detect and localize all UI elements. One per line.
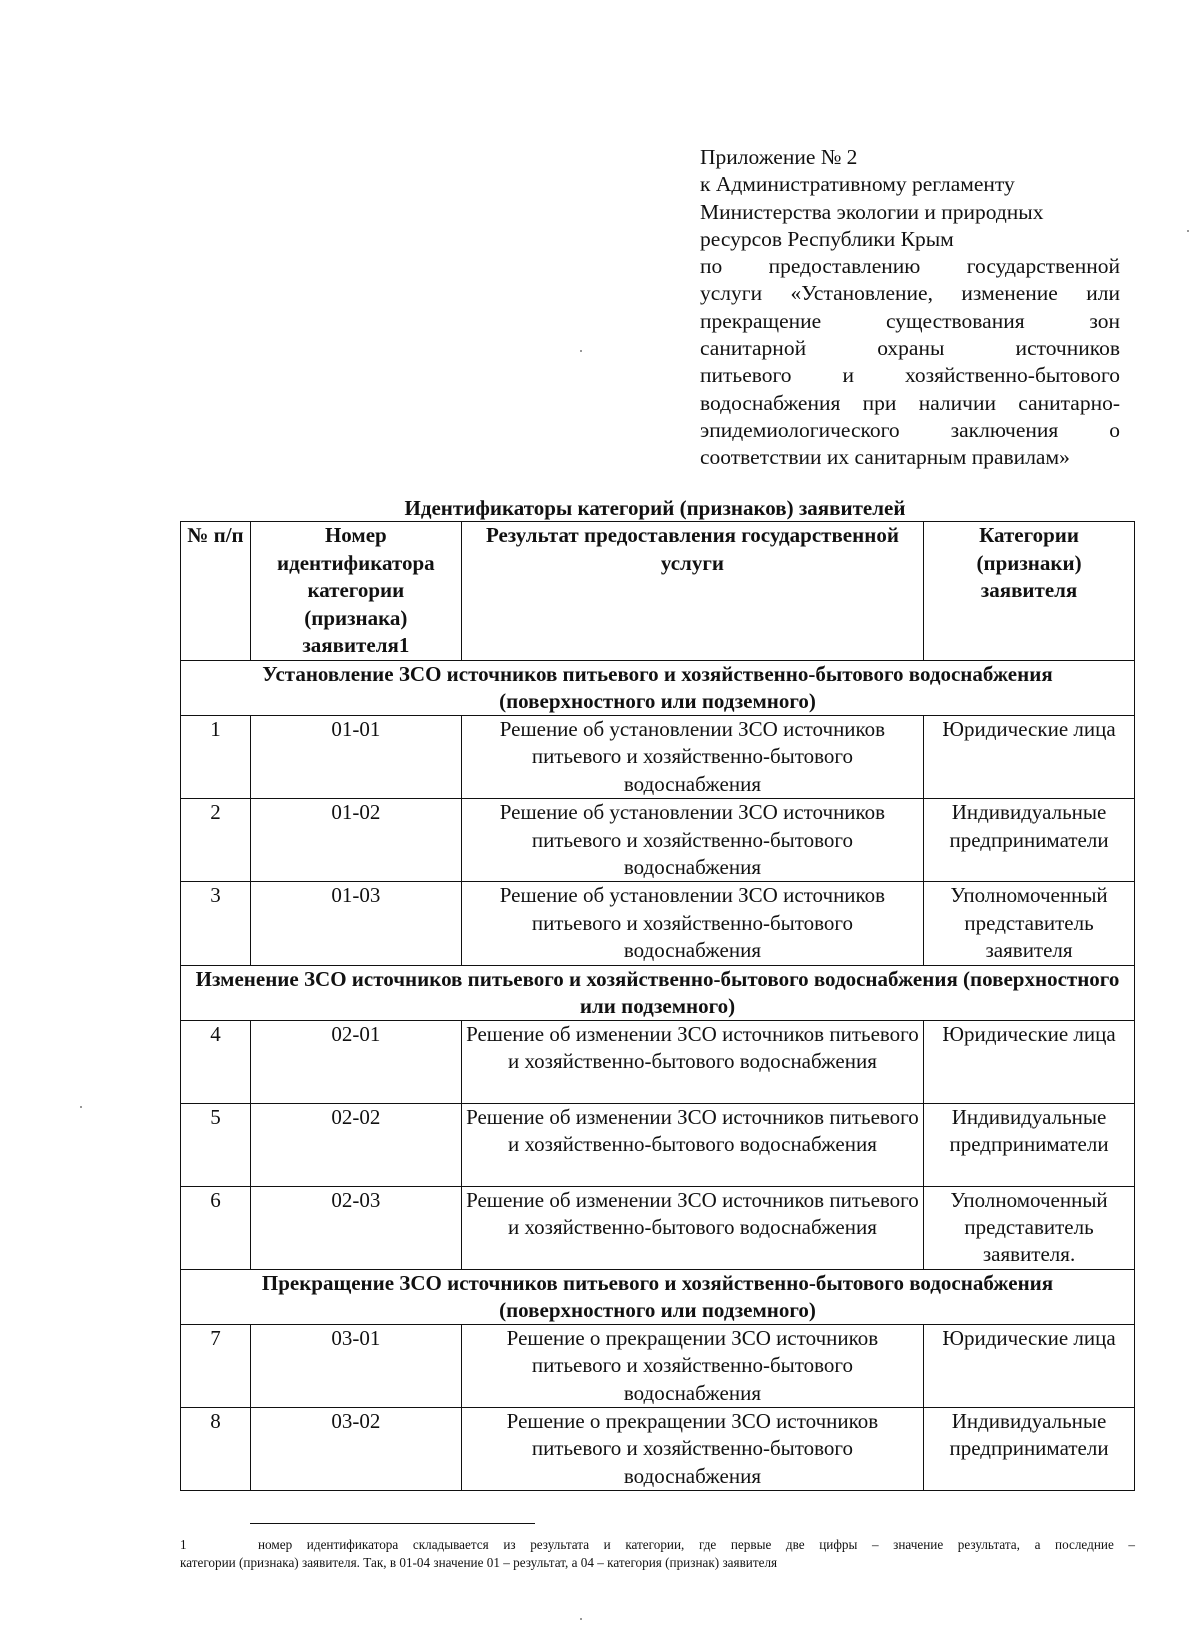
- table-header-row: [181, 522, 1135, 661]
- header-id: Номер идентификатора категории (признака) заявителя1: [250, 522, 461, 661]
- cell-category: Индивидуальные предприниматели: [924, 1103, 1135, 1186]
- cell-id: 03-02: [250, 1408, 461, 1491]
- cell-category: Индивидуальные предприниматели: [924, 1408, 1135, 1491]
- appendix-line: питьевого и хозяйственно-бытового: [700, 363, 1120, 388]
- table-title: Идентификаторы категорий (признаков) заявителей: [404, 496, 906, 520]
- appendix-line: по предоставлению государственной: [700, 254, 1120, 279]
- footnote-text: номер идентификатора складывается из результата и категории, где первые две цифры – значение результата, а последние –: [258, 1537, 1135, 1552]
- scan-speck: [80, 1106, 82, 1108]
- section-title: Установление ЗСО источников питьевого и хозяйственно-бытового водоснабжения (поверхностного или подземного): [181, 660, 1135, 715]
- appendix-line: к Административному регламенту: [700, 172, 1015, 197]
- cell-num: 1: [181, 715, 251, 798]
- appendix-line: водоснабжения при наличии санитарно-: [700, 390, 1120, 415]
- cell-result: Решение об изменении ЗСО источников питьевого и хозяйственно-бытового водоснабжения: [461, 1186, 923, 1269]
- appendix-header: [700, 144, 1120, 472]
- appendix-line: ресурсов Республики Крым: [700, 226, 954, 251]
- cell-category: Юридические лица: [924, 1020, 1135, 1103]
- appendix-line: услуги «Установление, изменение или: [700, 281, 1120, 306]
- cell-result: Решение об установлении ЗСО источников питьевого и хозяйственно-бытового водоснабжения: [461, 799, 923, 882]
- cell-num: 4: [181, 1020, 251, 1103]
- footnote-line: [180, 1536, 1135, 1554]
- section-title: Изменение ЗСО источников питьевого и хозяйственно-бытового водоснабжения (поверхностного или подземного): [181, 965, 1135, 1020]
- cell-id: 01-02: [250, 799, 461, 882]
- table-row: [181, 1020, 1135, 1103]
- table-row: [181, 1103, 1135, 1186]
- header-result: Результат предоставления государственной услуги: [461, 522, 923, 661]
- footnote-mark: 1: [180, 1537, 187, 1552]
- appendix-line: соответствии их санитарным правилам»: [700, 445, 1070, 470]
- scan-speck: [1187, 230, 1189, 232]
- cell-id: 02-03: [250, 1186, 461, 1269]
- section-row: [181, 1269, 1135, 1324]
- scan-speck: [580, 1618, 582, 1620]
- cell-category: Юридические лица: [924, 715, 1135, 798]
- cell-category: Индивидуальные предприниматели: [924, 799, 1135, 882]
- table-row: [181, 799, 1135, 882]
- cell-num: 3: [181, 882, 251, 965]
- table-row: [181, 882, 1135, 965]
- footnote-divider: [250, 1523, 535, 1524]
- cell-num: 5: [181, 1103, 251, 1186]
- cell-num: 2: [181, 799, 251, 882]
- section-row: [181, 965, 1135, 1020]
- scan-speck: [580, 350, 582, 352]
- cell-result: Решение об установлении ЗСО источников питьевого и хозяйственно-бытового водоснабжения: [461, 715, 923, 798]
- cell-id: 02-01: [250, 1020, 461, 1103]
- appendix-line: эпидемиологического заключения о: [700, 417, 1120, 442]
- cell-result: Решение об установлении ЗСО источников питьевого и хозяйственно-бытового водоснабжения: [461, 882, 923, 965]
- table-row: [181, 1408, 1135, 1491]
- table-row: [181, 715, 1135, 798]
- section-row: [181, 660, 1135, 715]
- header-num: № п/п: [181, 522, 251, 661]
- appendix-line: Министерства экологии и природных: [700, 199, 1044, 224]
- cell-result: Решение об изменении ЗСО источников питьевого и хозяйственно-бытового водоснабжения: [461, 1020, 923, 1103]
- cell-category: Уполномоченный представитель заявителя: [924, 882, 1135, 965]
- section-title: Прекращение ЗСО источников питьевого и хозяйственно-бытового водоснабжения (поверхностного или подземного): [181, 1269, 1135, 1324]
- cell-id: 02-02: [250, 1103, 461, 1186]
- cell-result: Решение о прекращении ЗСО источников питьевого и хозяйственно-бытового водоснабжения: [461, 1324, 923, 1407]
- cell-result: Решение о прекращении ЗСО источников питьевого и хозяйственно-бытового водоснабжения: [461, 1408, 923, 1491]
- cell-category: Юридические лица: [924, 1324, 1135, 1407]
- cell-id: 03-01: [250, 1324, 461, 1407]
- footnote-line: категории (признака) заявителя. Так, в 01-04 значение 01 – результат, а 04 – категория (признак) заявителя: [180, 1555, 778, 1570]
- cell-id: 01-01: [250, 715, 461, 798]
- table-row: [181, 1324, 1135, 1407]
- cell-num: 8: [181, 1408, 251, 1491]
- appendix-line: санитарной охраны источников: [700, 336, 1120, 361]
- identifiers-table: [180, 521, 1135, 1491]
- appendix-line: прекращение существования зон: [700, 308, 1120, 333]
- footnote: [180, 1536, 1135, 1572]
- cell-id: 01-03: [250, 882, 461, 965]
- cell-result: Решение об изменении ЗСО источников питьевого и хозяйственно-бытового водоснабжения: [461, 1103, 923, 1186]
- table-row: [181, 1186, 1135, 1269]
- cell-num: 7: [181, 1324, 251, 1407]
- header-category: Категории (признаки) заявителя: [924, 522, 1135, 661]
- cell-category: Уполномоченный представитель заявителя.: [924, 1186, 1135, 1269]
- appendix-line: Приложение № 2: [700, 145, 858, 169]
- cell-num: 6: [181, 1186, 251, 1269]
